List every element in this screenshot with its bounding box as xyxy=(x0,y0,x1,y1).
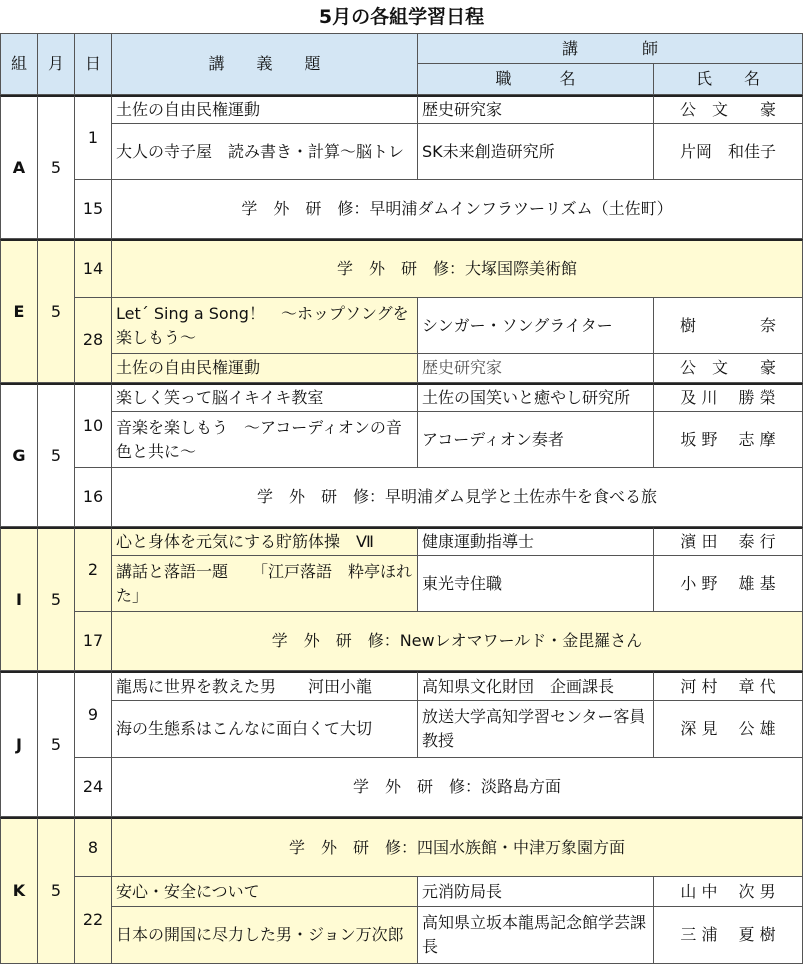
lecturer-name: 河 村 章 代 xyxy=(654,671,803,701)
field-trip-cell: 学 外 研 修：四国水族館・中津万象園方面 xyxy=(112,817,803,877)
day-cell: 24 xyxy=(75,758,112,817)
day-cell: 28 xyxy=(75,298,112,383)
day-cell: 22 xyxy=(75,877,112,964)
lecture-topic: 土佐の自由民権運動 xyxy=(112,354,418,383)
lecturer-position: 東光寺住職 xyxy=(418,556,654,612)
day-cell: 10 xyxy=(75,383,112,468)
lecture-topic: 龍馬に世界を教えた男 河田小龍 xyxy=(112,671,418,701)
field-trip-cell: 学 外 研 修：淡路島方面 xyxy=(112,758,803,817)
lecturer-name: 片岡 和佳子 xyxy=(654,124,803,180)
lecture-topic: 講話と落語一題 「江戸落語 粋亭ほれた」 xyxy=(112,556,418,612)
page-title: 5月の各組学習日程 xyxy=(318,5,485,28)
lecturer-name: 樹 奈 xyxy=(654,298,803,354)
lecture-topic: 心と身体を元気にする貯筋体操 Ⅶ xyxy=(112,527,418,556)
lecture-topic: 日本の開国に尽力した男・ジョン万次郎 xyxy=(112,907,418,964)
group-cell: A xyxy=(0,95,38,239)
day-cell: 16 xyxy=(75,468,112,527)
lecture-topic: 海の生態系はこんなに面白くて大切 xyxy=(112,701,418,758)
month-cell: 5 xyxy=(38,95,75,239)
lecturer-name: 深 見 公 雄 xyxy=(654,701,803,758)
lecturer-position: 高知県文化財団 企画課長 xyxy=(418,671,654,701)
header-name: 氏 名 xyxy=(654,64,803,95)
lecturer-name: 坂 野 志 摩 xyxy=(654,412,803,468)
group-cell: K xyxy=(0,817,38,964)
month-cell: 5 xyxy=(38,817,75,964)
field-trip-cell: 学 外 研 修：早明浦ダム見学と土佐赤牛を食べる旅 xyxy=(112,468,803,527)
day-cell: 9 xyxy=(75,671,112,758)
lecturer-position: 健康運動指導士 xyxy=(418,527,654,556)
day-cell: 1 xyxy=(75,95,112,180)
month-cell: 5 xyxy=(38,383,75,527)
header-day: 日 xyxy=(75,33,112,95)
lecture-topic: 大人の寺子屋 読み書き・計算～脳トレ xyxy=(112,124,418,180)
day-cell: 2 xyxy=(75,527,112,612)
header-topic: 講 義 題 xyxy=(112,33,418,95)
day-cell: 8 xyxy=(75,817,112,877)
lecturer-position: 土佐の国笑いと癒やし研究所 xyxy=(418,383,654,412)
group-cell: I xyxy=(0,527,38,671)
lecturer-name: 山 中 次 男 xyxy=(654,877,803,907)
lecturer-position: 元消防局長 xyxy=(418,877,654,907)
lecturer-name: 三 浦 夏 樹 xyxy=(654,907,803,964)
lecturer-position: 歴史研究家 xyxy=(418,95,654,124)
group-cell: J xyxy=(0,671,38,817)
header-lecturer: 講 師 xyxy=(418,33,803,64)
lecture-topic: Let´ Sing a Song！ ～ホップソングを楽しもう～ xyxy=(112,298,418,354)
lecturer-name: 公 文 豪 xyxy=(654,354,803,383)
lecture-topic: 楽しく笑って脳イキイキ教室 xyxy=(112,383,418,412)
lecturer-name: 公 文 豪 xyxy=(654,95,803,124)
lecturer-position: 歴史研究家 xyxy=(418,354,654,383)
lecturer-position: SK未来創造研究所 xyxy=(418,124,654,180)
lecturer-position: シンガー・ソングライター xyxy=(418,298,654,354)
lecturer-position: アコーディオン奏者 xyxy=(418,412,654,468)
lecturer-name: 及 川 勝 榮 xyxy=(654,383,803,412)
header-month: 月 xyxy=(38,33,75,95)
field-trip-cell: 学 外 研 修：大塚国際美術館 xyxy=(112,239,803,298)
day-cell: 14 xyxy=(75,239,112,298)
lecturer-position: 放送大学高知学習センター客員教授 xyxy=(418,701,654,758)
month-cell: 5 xyxy=(38,671,75,817)
field-trip-cell: 学 外 研 修：Newレオマワールド・金毘羅さん xyxy=(112,612,803,671)
day-cell: 17 xyxy=(75,612,112,671)
group-cell: E xyxy=(0,239,38,383)
header-position: 職 名 xyxy=(418,64,654,95)
month-cell: 5 xyxy=(38,527,75,671)
lecture-topic: 音楽を楽しもう ～アコーディオンの音色と共に～ xyxy=(112,412,418,468)
lecture-topic: 土佐の自由民権運動 xyxy=(112,95,418,124)
lecture-topic: 安心・安全について xyxy=(112,877,418,907)
header-group: 組 xyxy=(0,33,38,95)
group-cell: G xyxy=(0,383,38,527)
field-trip-cell: 学 外 研 修：早明浦ダムインフラツーリズム（土佐町） xyxy=(112,180,803,239)
lecturer-position: 高知県立坂本龍馬記念館学芸課長 xyxy=(418,907,654,964)
day-cell: 15 xyxy=(75,180,112,239)
lecturer-name: 小 野 雄 基 xyxy=(654,556,803,612)
month-cell: 5 xyxy=(38,239,75,383)
lecturer-name: 濱 田 泰 行 xyxy=(654,527,803,556)
